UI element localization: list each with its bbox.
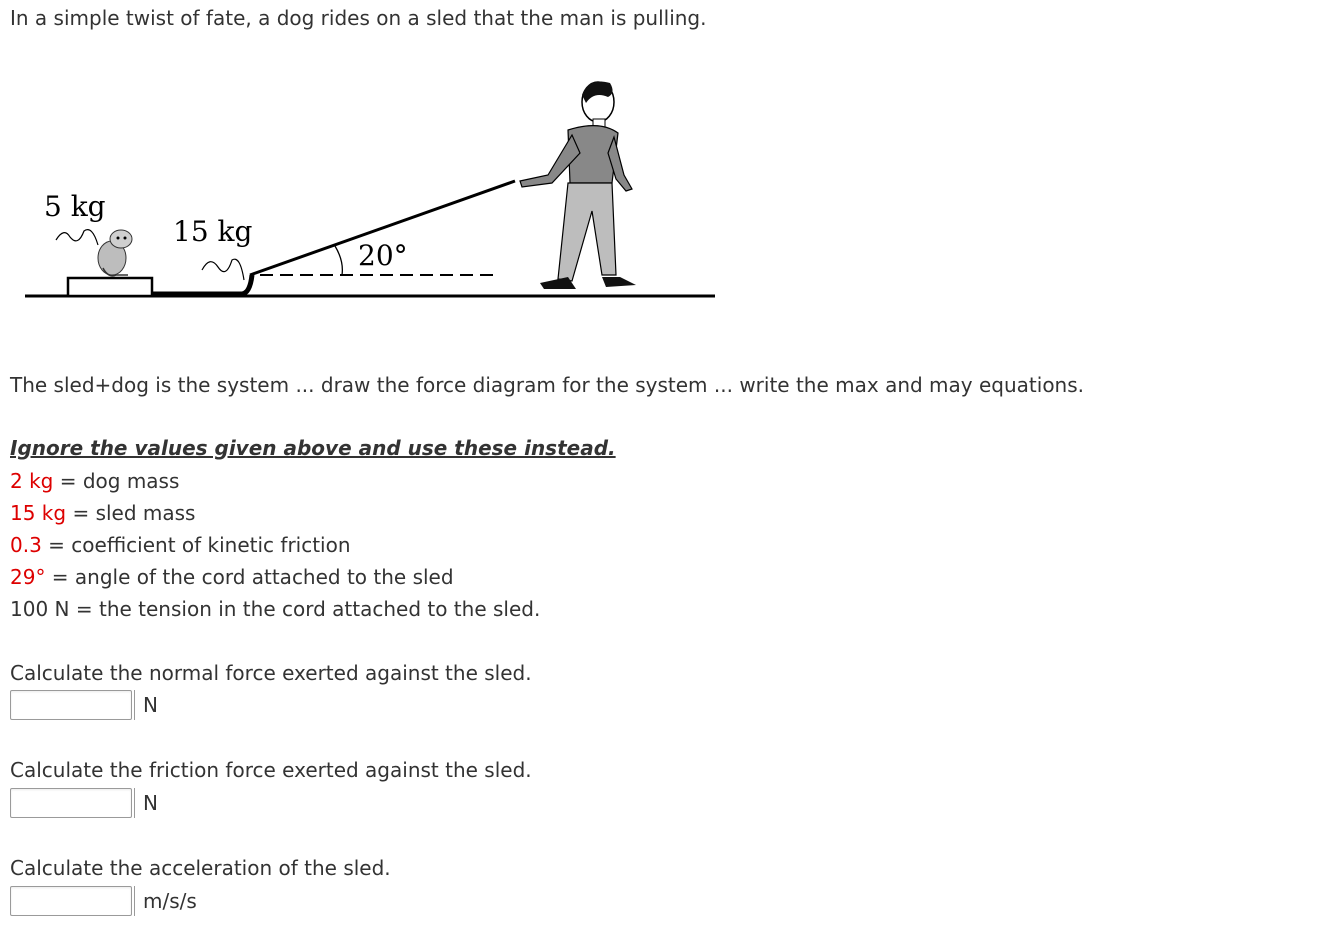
given-value: 0.3 bbox=[10, 533, 42, 557]
question-acceleration: Calculate the acceleration of the sled. bbox=[10, 856, 391, 880]
dog-mass-label: 5 kg bbox=[44, 190, 106, 223]
unit-label: m/s/s bbox=[134, 886, 197, 916]
given-value: 2 kg bbox=[10, 469, 54, 493]
question-friction-force: Calculate the friction force exerted against the sled. bbox=[10, 758, 532, 782]
given-values-heading: Ignore the values given above and use these instead. bbox=[10, 436, 616, 460]
problem-intro: In a simple twist of fate, a dog rides on a sled that the man is pulling. bbox=[10, 6, 707, 30]
given-value: 29° bbox=[10, 565, 46, 589]
unit-label: N bbox=[134, 788, 158, 818]
angle-label: 20° bbox=[358, 239, 408, 272]
dog-platform bbox=[68, 278, 152, 296]
given-item-sled-mass bbox=[10, 501, 195, 525]
given-description: = the tension in the cord attached to the sled. bbox=[69, 597, 541, 621]
given-description: = dog mass bbox=[53, 469, 180, 493]
sled-mass-label: 15 kg bbox=[173, 215, 253, 248]
sled-runner bbox=[152, 275, 252, 294]
given-description: = sled mass bbox=[66, 501, 196, 525]
question-normal-force: Calculate the normal force exerted against the sled. bbox=[10, 661, 532, 685]
given-item-tension bbox=[10, 597, 540, 621]
given-item-dog-mass bbox=[10, 469, 179, 493]
given-value: 15 kg bbox=[10, 501, 67, 525]
normal-force-input[interactable] bbox=[10, 690, 132, 720]
given-description: = angle of the cord attached to the sled bbox=[45, 565, 454, 589]
given-item-friction-coefficient bbox=[10, 533, 351, 557]
given-description: = coefficient of kinetic friction bbox=[41, 533, 351, 557]
angle-arc bbox=[335, 246, 342, 275]
unit-label: N bbox=[134, 690, 158, 720]
sled-label-arrow bbox=[202, 259, 244, 280]
given-item-cord-angle bbox=[10, 565, 454, 589]
sled-diagram bbox=[20, 75, 720, 310]
given-value: 100 N bbox=[10, 597, 70, 621]
acceleration-input[interactable] bbox=[10, 886, 132, 916]
dog-label-arrow bbox=[56, 230, 98, 245]
friction-force-input[interactable] bbox=[10, 788, 132, 818]
man-figure bbox=[520, 82, 636, 290]
dog-figure bbox=[98, 230, 132, 276]
system-instructions: The sled+dog is the system ... draw the force diagram for the system ... write the max and may equations. bbox=[10, 373, 1085, 397]
